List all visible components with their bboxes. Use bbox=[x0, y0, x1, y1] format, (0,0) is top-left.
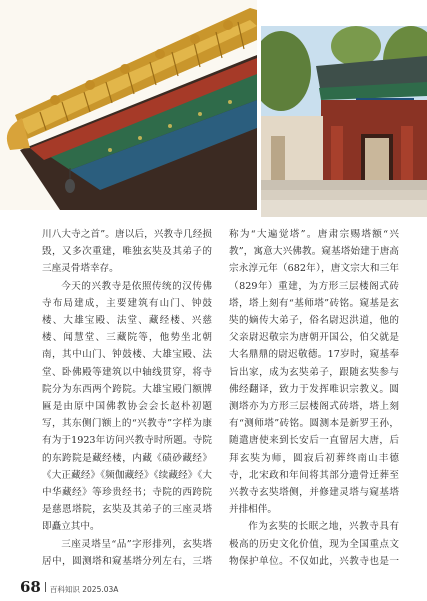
paragraph: 作为玄奘的长眠之地，兴教寺具有极高的历史文化价值，现为全国重点文物保护单位。不仅如此，兴教寺也是一 bbox=[229, 521, 399, 567]
roof-eaves-illustration bbox=[0, 0, 257, 210]
temple-gate-photo bbox=[261, 26, 427, 217]
paragraph: 称为“大遍觉塔”。唐肃宗赐塔额“兴教”，寓意大兴佛教。窥基塔始建于唐高宗永淳元年（682年），唐文宗大和三年（829年）重建，为方形三层楼阁式砖塔，塔上刻有“基师塔”砖铭。窥基是玄奘的嫡传大弟子，俗名尉迟洪道，他的父亲尉迟敬宗为唐朝开国公，伯父就是大名鼎鼎的尉迟敬德。17岁时，窥基奉旨出家，成为玄奘弟子，跟随玄奘参与佛经翻译，致力于发挥唯识宗教义。圆测塔亦为方形三层楼阁式砖塔，塔上刻有“测师塔”砖铭。圆测本是新罗王孙，随遣唐使来到长安后一直留居大唐，后拜玄奘为师，圆寂后初葬终南山丰德寺，北宋政和年间将其部分遗骨迁葬至兴教寺玄奘塔侧，并修建灵塔与窥基塔并排相伴。 bbox=[229, 229, 399, 516]
paragraph: 川八大寺之首”。唐以后，兴教寺几经损毁，又多次重建，唯独玄奘及其弟子的三座灵骨塔幸存。 bbox=[42, 229, 212, 275]
roof-eaves-photo bbox=[0, 0, 257, 210]
page-footer bbox=[20, 578, 118, 596]
article-column-right bbox=[229, 226, 399, 571]
article-column-left bbox=[42, 226, 212, 571]
paragraph: 三座灵塔呈“品”字形排列，玄奘塔居中，圆测塔和窥基塔分列左右，三塔 bbox=[42, 538, 212, 567]
publication-info: 百科知识 2025.03A bbox=[49, 585, 119, 594]
footer-divider bbox=[45, 582, 46, 592]
paragraph: 今天的兴教寺是依照传统的汉传佛寺布局建成，主要建筑有山门、钟鼓楼、大雄宝殿、法堂、藏经楼、兴慈楼、闻慧堂、三藏院等，他势坐北朝南，其中山门、钟鼓楼、大雄宝殿、法堂、卧佛殿等建筑以中轴线贯穿，将寺院分为东西两个跨院。大雄宝殿门额牌匾是由原中国佛教协会会长赵朴初题写，其东侧门额上的“兴教寺”字样为康有为于1923年访问兴教寺时所题。寺院的东跨院是藏经楼，内藏《碛砂藏经》《大正藏经》《频伽藏经》《续藏经》《大中华藏经》等珍贵经书；寺院的西跨院是慈恩塔院，玄奘及其弟子的三座灵塔即矗立其中。 bbox=[42, 280, 212, 533]
temple-gate-illustration bbox=[261, 26, 427, 217]
page-number: 68 bbox=[20, 578, 41, 596]
